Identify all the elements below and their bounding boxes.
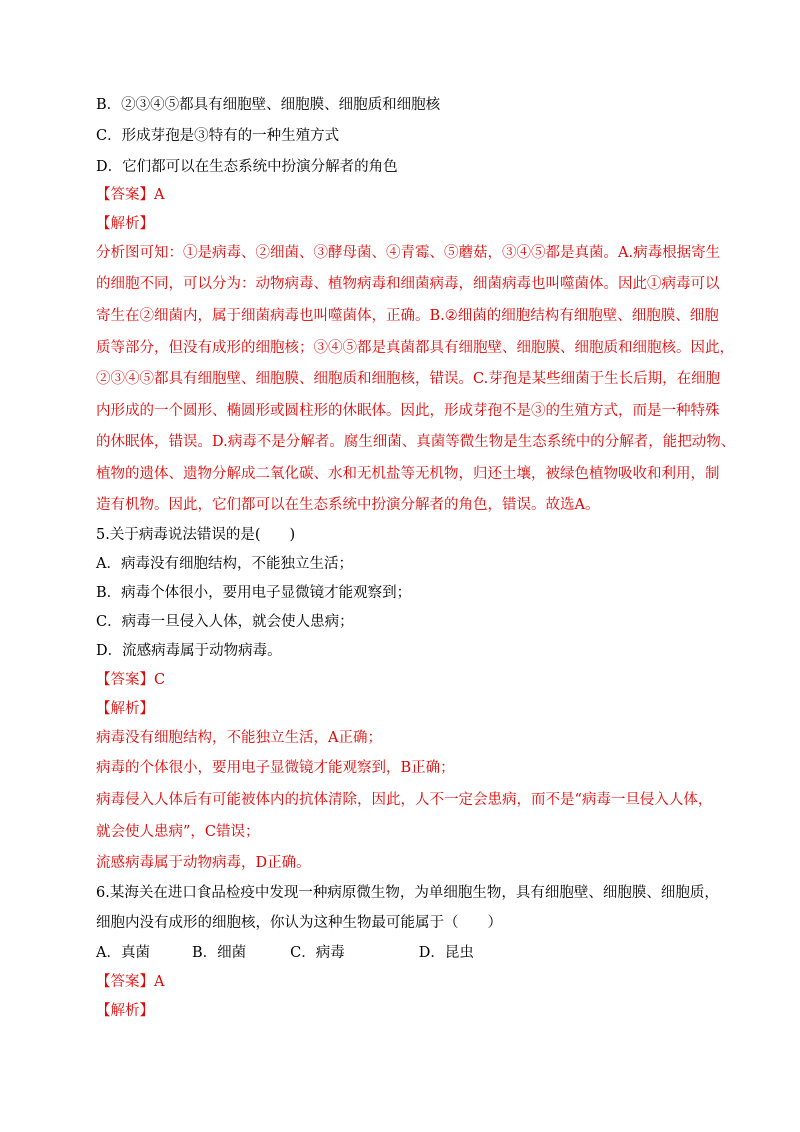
q6-option-b: B．细菌 <box>191 945 247 961</box>
q5-option-a: A．病毒没有细胞结构，不能独立生活； <box>96 556 353 572</box>
q4-analysis-line: 的细胞不同，可以分为：动物病毒、植物病毒和细菌病毒，细菌病毒也叫噬菌体。因此①病毒可以 <box>96 276 720 292</box>
q6-options <box>96 942 474 964</box>
q6-answer: 【答案】A <box>96 974 165 990</box>
q6-option-c: C．病毒 <box>290 945 345 961</box>
q5-analysis-line: 病毒没有细胞结构，不能独立生活，A正确； <box>96 730 382 746</box>
q5-stem: 5.关于病毒说法错误的是( ) <box>96 527 296 543</box>
q4-option-c: C．形成芽孢是③特有的一种生殖方式 <box>96 128 340 144</box>
q4-analysis-line: ②③④⑤都具有细胞壁、细胞膜、细胞质和细胞核，错误。C.芽孢是某些细菌于生长后期，在细胞 <box>96 371 721 387</box>
q5-option-c: C．病毒一旦侵入人体，就会使人患病； <box>96 614 354 630</box>
q5-analysis-line: 就会使人患病”，C错误； <box>96 824 260 840</box>
q5-analysis-tag: 【解析】 <box>96 701 154 717</box>
q4-option-b: B．②③④⑤都具有细胞壁、细胞膜、细胞质和细胞核 <box>96 97 441 113</box>
q6-analysis-tag: 【解析】 <box>96 1003 154 1019</box>
q6-option-a: A．真菌 <box>96 945 150 961</box>
q6-stem-line: 细胞内没有成形的细胞核，你认为这种生物最可能属于（ ） <box>96 915 502 931</box>
q5-analysis-line: 病毒侵入人体后有可能被体内的抗体清除，因此，人不一定会患病，而不是“病毒一旦侵入人体， <box>96 792 713 808</box>
q4-analysis-line: 内形成的一个圆形、椭圆形或圆柱形的休眠体。因此，形成芽孢不是③的生殖方式，而是一种特殊 <box>96 403 720 419</box>
q4-analysis-line: 植物的遗体、遗物分解成二氧化碳、水和无机盐等无机物，归还土壤，被绿色植物吸收和利用，制 <box>96 466 720 482</box>
q5-option-b: B．病毒个体很小，要用电子显微镜才能观察到； <box>96 585 412 601</box>
q5-analysis-line: 流感病毒属于动物病毒，D正确。 <box>96 855 311 871</box>
q5-option-d: D．流感病毒属于动物病毒。 <box>96 643 282 659</box>
q4-analysis-line: 的休眠体，错误。D.病毒不是分解者。腐生细菌、真菌等微生物是生态系统中的分解者，能把动物、 <box>96 434 736 450</box>
q6-stem-line: 6.某海关在进口食品检疫中发现一种病原微生物，为单细胞生物，具有细胞壁、细胞膜、细胞质， <box>96 885 719 901</box>
q4-analysis-line: 分析图可知：①是病毒、②细菌、③酵母菌、④青霉、⑤蘑菇，③④⑤都是真菌。A.病毒根据寄生 <box>96 245 721 261</box>
q4-analysis-line: 质等部分，但没有成形的细胞核；③④⑤都是真菌都具有细胞壁、细胞膜、细胞质和细胞核。因此， <box>96 340 734 356</box>
q5-answer: 【答案】C <box>96 672 166 688</box>
q5-analysis-line: 病毒的个体很小，要用电子显微镜才能观察到，B正确； <box>96 760 455 776</box>
q4-option-d: D．它们都可以在生态系统中扮演分解者的角色 <box>96 159 398 175</box>
q6-option-d: D．昆虫 <box>418 945 474 961</box>
q4-answer: 【答案】A <box>96 187 165 203</box>
q4-analysis-line: 寄生在②细菌内，属于细菌病毒也叫噬菌体，正确。B.②细菌的细胞结构有细胞壁、细胞膜、细胞 <box>96 308 719 324</box>
q4-analysis-tag: 【解析】 <box>96 216 154 232</box>
q4-analysis-line: 造有机物。因此，它们都可以在生态系统中扮演分解者的角色，错误。故选A。 <box>96 497 600 513</box>
